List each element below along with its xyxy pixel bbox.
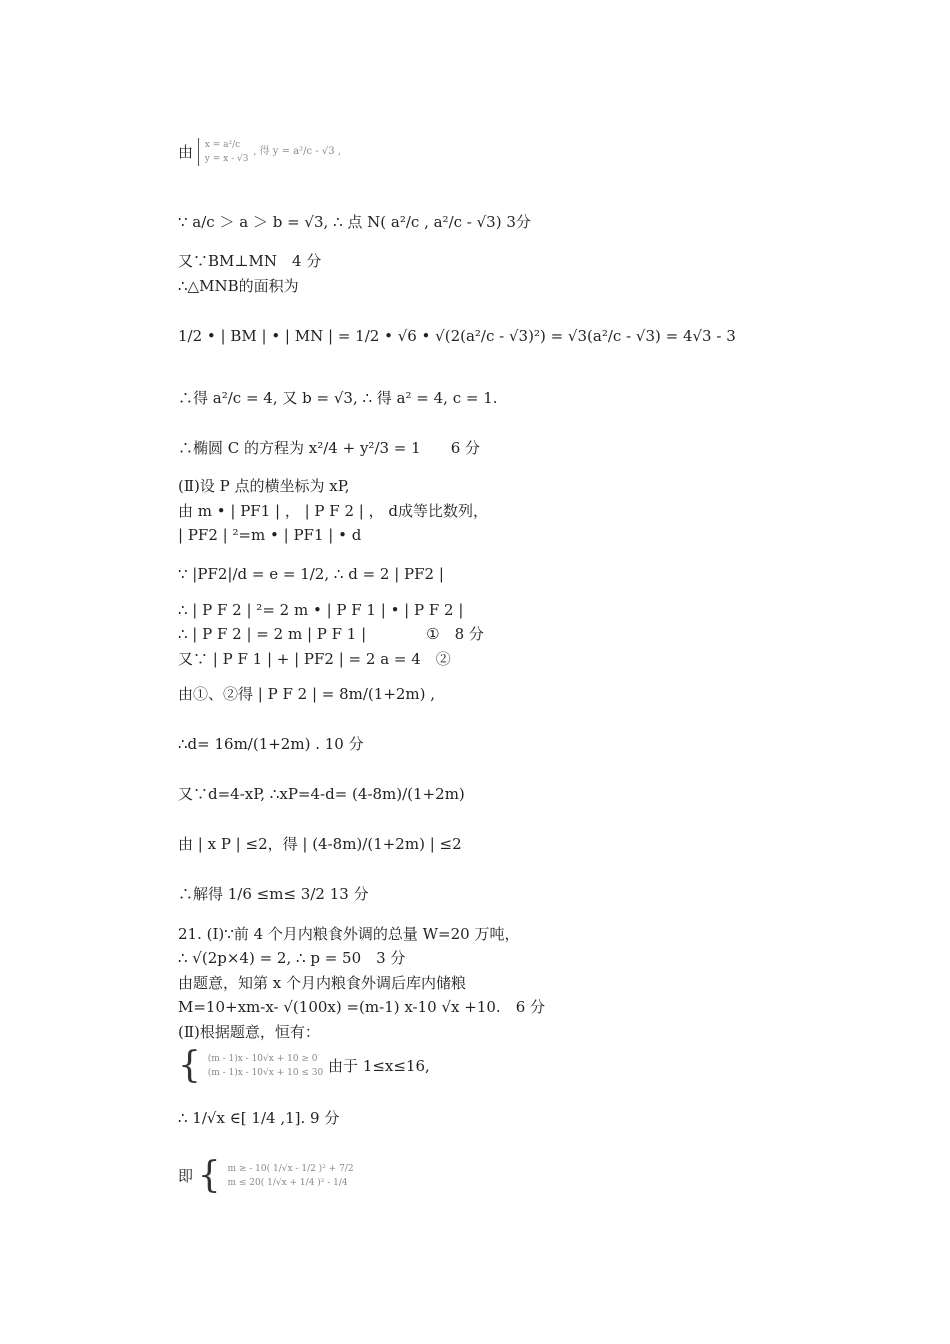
line-3: 又∵BM⊥MN 4 分 [178,252,322,270]
line-12: ∴ | P F 2 | ²= 2 m • | P F 1 | • | P F 2 | [178,601,464,619]
line-17: 又∵d=4-xP, ∴xP=4-d= (4-8m)/(1+2m) [178,785,465,803]
line-10: | PF2 | ²=m • | PF1 | • d [178,526,362,544]
equation-system-3: m ≥ - 10( 1/√x - 1/2 )² + 7/2 m ≤ 20( 1/√x + 1/4 )² - 1/4 [227,1164,354,1188]
line-15: 由①、②得 | P F 2 | = 8m/(1+2m) , [178,685,436,703]
line-13: ∴ | P F 2 | = 2 m | P F 1 | ① 8 分 [178,625,484,643]
line-22: 由题意，知第 x 个月内粮食外调后库内储粮 [178,974,466,992]
line-24: (Ⅱ)根据题意，恒有： [178,1023,320,1041]
line-20: 21. (Ⅰ)∵前 4 个月内粮食外调的总量 W=20 万吨， [178,925,520,943]
line-8: (Ⅱ)设 P 点的横坐标为 xP, [178,477,350,495]
line-9: 由 m • | PF1 | ， | P F 2 | ， d成等比数列， [178,502,488,520]
line-19: ∴解得 1/6 ≤m≤ 3/2 13 分 [178,885,369,903]
line-16: ∴d= 16m/(1+2m) . 10 分 [178,735,364,753]
equation-system-1: x = a²/c y = x - √3 [198,138,249,166]
left-brace-icon: { [197,1155,221,1196]
line-7: ∴椭圆 C 的方程为 x²/4 + y²/3 = 1 6 分 [178,439,481,457]
line-2: ∵ a/c ＞ a ＞ b = √3, ∴ 点 N( a²/c , a²/c - √3) 3分 [178,213,531,231]
line-1: 由 x = a²/c y = x - √3 , 得 y = a²/c - √3 , [178,140,341,164]
line-18: 由 | x P | ≤2，得 | (4-8m)/(1+2m) | ≤2 [178,835,462,853]
line-27: 即 { m ≥ - 10( 1/√x - 1/2 )² + 7/2 m ≤ 20( 1/√x + 1/4 )² - 1/4 [178,1155,354,1196]
left-brace-icon: { [178,1045,201,1086]
line-6: ∴得 a²/c = 4, 又 b = √3, ∴ 得 a² = 4, c = 1. [178,389,498,407]
line-21: ∴ √(2p×4) = 2, ∴ p = 50 3 分 [178,949,406,967]
equation-system-2: (m - 1)x - 10√x + 10 ≥ 0 (m - 1)x - 10√x + 10 ≤ 30 [207,1054,324,1078]
line-4: ∴△MNB的面积为 [178,277,299,295]
line-26: ∴ 1/√x ∈[ 1/4 ,1]. 9 分 [178,1109,340,1127]
line-14: 又∵ | P F 1 | + | PF2 | = 2 a = 4 ② [178,650,451,668]
line-23: M=10+xm-x- √(100x) =(m-1) x-10 √x +10. 6 分 [178,998,546,1016]
line-11: ∵ |PF2|/d = e = 1/2, ∴ d = 2 | PF2 | [178,565,444,583]
line-25: { (m - 1)x - 10√x + 10 ≥ 0 (m - 1)x - 10√x + 10 ≤ 30 由于 1≤x≤16, [178,1045,430,1086]
line-5: 1/2 • | BM | • | MN | = 1/2 • √6 • √(2(a²/c - √3)²) = √3(a²/c - √3) = 4√3 - 3 [178,327,736,345]
